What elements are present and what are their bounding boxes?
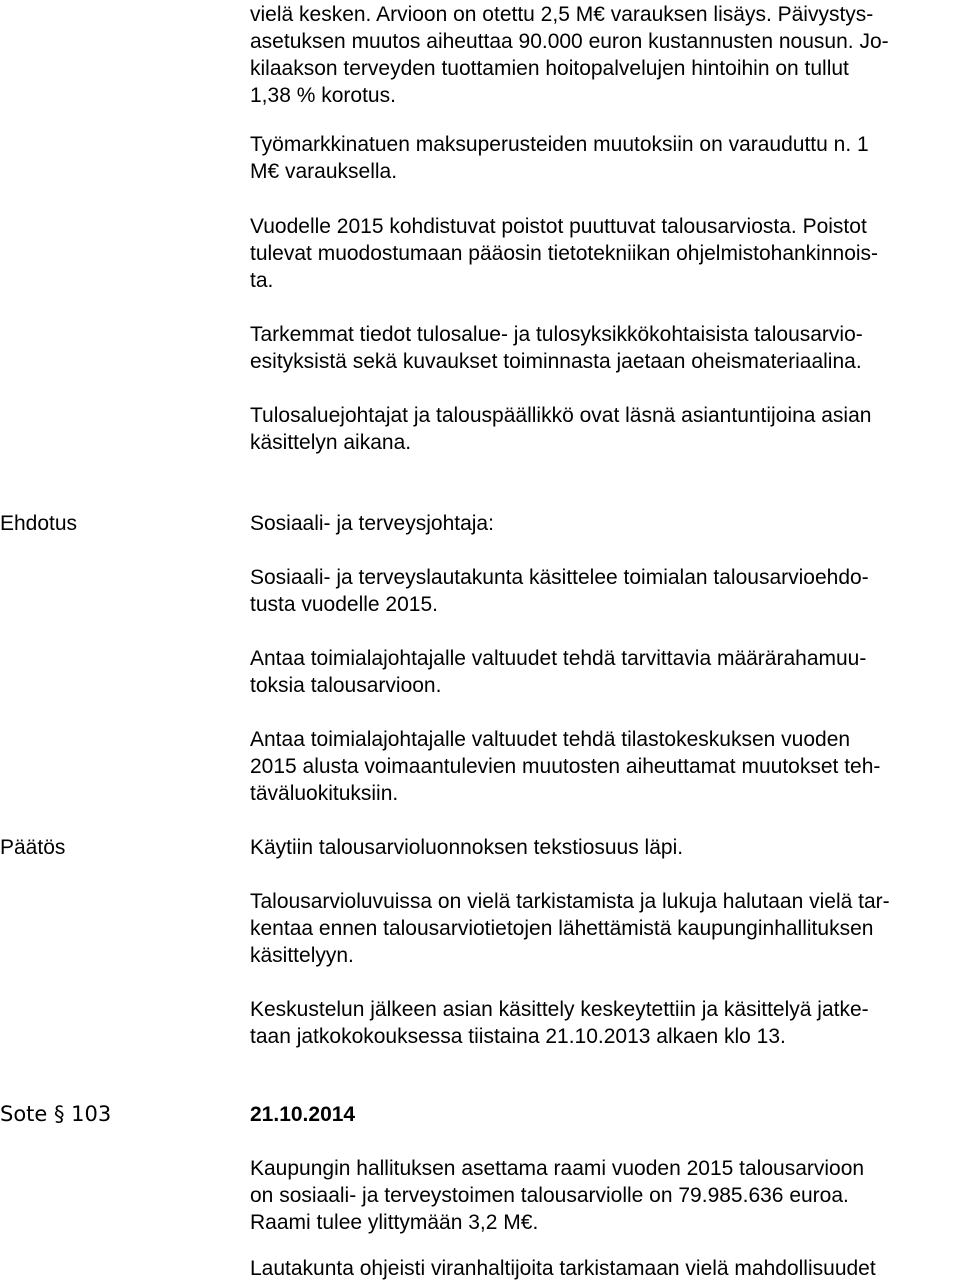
text-line: Tarkemmat tiedot tulosalue- ja tulosyksikkökohtaisista talousarvio- [250,323,863,346]
text-line: Lautakunta ohjeisti viranhaltijoita tarkistamaan vielä mahdollisuudet [250,1257,876,1280]
text-line: kilaakson terveyden tuottamien hoitopalvelujen hintoihin on tullut [250,57,849,80]
text-line: tusta vuodelle 2015. [250,593,438,616]
text-line: täväluokituksiin. [250,782,399,805]
text-line: M€ varauksella. [250,160,398,183]
text-line: Vuodelle 2015 kohdistuvat poistot puuttuvat talousarviosta. Poistot [250,215,867,238]
text-line: kentaa ennen talousarviotietojen lähettämistä kaupunginhallituksen [250,917,874,940]
text-line: käsittelyyn. [250,944,354,967]
text-line: on sosiaali- ja terveystoimen talousarviolle on 79.985.636 euroa. [250,1184,849,1207]
text-line: esityksistä sekä kuvaukset toiminnasta jaetaan oheismateriaalina. [250,350,862,373]
text-line: Kaupungin hallituksen asettama raami vuoden 2015 talousarvioon [250,1157,865,1180]
text-line: Sosiaali- ja terveyslautakunta käsittelee toimialan talousarvioehdo- [250,566,869,589]
text-line: 2015 alusta voimaantulevien muutosten aiheuttamat muutokset teh- [250,755,881,778]
text-line: Raami tulee ylittymään 3,2 M€. [250,1211,539,1234]
text-line: Antaa toimialajohtajalle valtuudet tehdä tilastokeskuksen vuoden [250,728,851,751]
text-line: taan jatkokokouksessa tiistaina 21.10.2013 alkaen klo 13. [250,1025,786,1048]
text-line: Talousarvioluvuissa on vielä tarkistamista ja lukuja halutaan vielä tar- [250,890,890,913]
text-line: ta. [250,269,274,292]
text-line: Keskustelun jälkeen asian käsittely keskeytettiin ja käsittelyä jatke- [250,998,869,1021]
proposal-label: Ehdotus [0,512,78,535]
text-line: 1,38 % korotus. [250,84,396,107]
text-line: vielä kesken. Arvioon on otettu 2,5 M€ varauksen lisäys. Päivystys- [250,3,874,26]
text-line: käsittelyn aikana. [250,431,412,454]
decision-label: Päätös [0,836,66,859]
section-date: 21.10.2014 [250,1103,356,1126]
text-line: toksia talousarvioon. [250,674,442,697]
text-line: Käytiin talousarvioluonnoksen tekstiosuus läpi. [250,836,684,859]
text-line: Tulosaluejohtajat ja talouspäällikkö ovat läsnä asiantuntijoina asian [250,404,872,427]
text-line: asetuksen muutos aiheuttaa 90.000 euron kustannusten nousun. Jo- [250,30,889,53]
proposal-by: Sosiaali- ja terveysjohtaja: [250,512,494,535]
text-line: tulevat muodostumaan pääosin tietotekniikan ohjelmistohankinnois- [250,242,879,265]
text-line: Antaa toimialajohtajalle valtuudet tehdä tarvittavia määrärahamuu- [250,647,867,670]
section-number: Sote § 103 [0,1102,112,1126]
text-line: Työmarkkinatuen maksuperusteiden muutoksiin on varauduttu n. 1 [250,133,869,156]
